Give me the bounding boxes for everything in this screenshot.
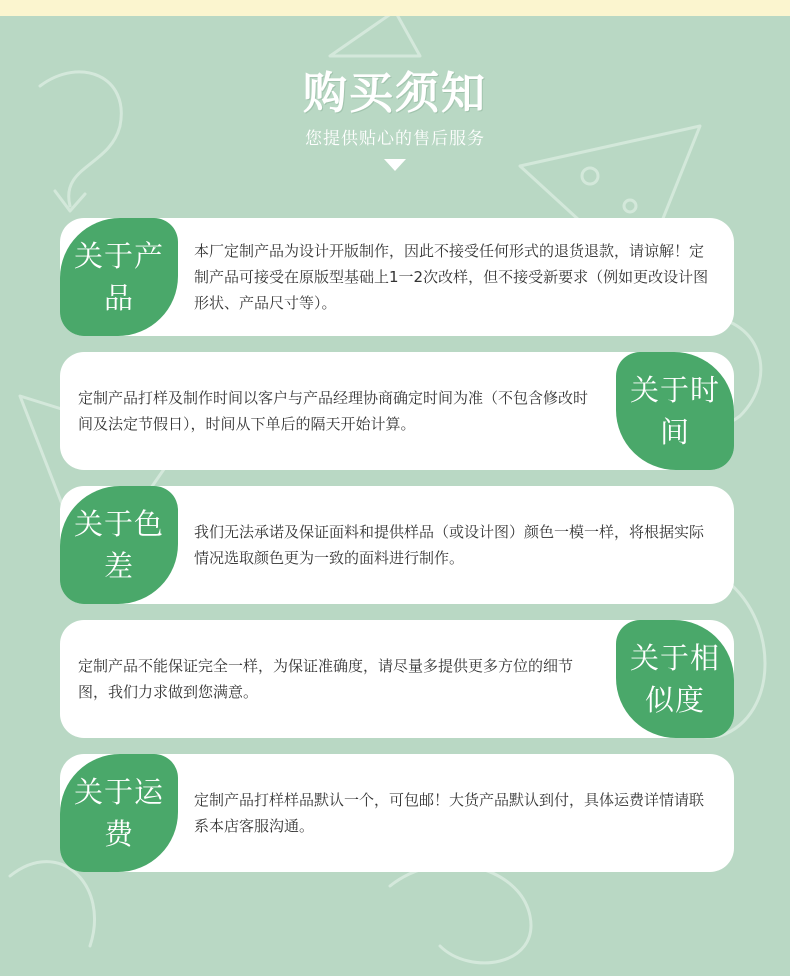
section-badge <box>60 218 178 336</box>
info-card-similarity <box>60 620 734 738</box>
section-text <box>194 218 716 336</box>
section-badge <box>616 352 734 470</box>
info-card-color <box>60 486 734 604</box>
doodle-dot <box>624 200 636 212</box>
section-badge <box>60 754 178 872</box>
page-subtitle: 您提供贴心的售后服务 <box>305 129 485 149</box>
section-text <box>78 352 600 470</box>
doodle-blob-bottom <box>390 865 531 963</box>
section-badge-label: 关于相似度 <box>629 641 720 717</box>
section-text-content: 我们无法承诺及保证面料和提供样品（或设计图）颜色一模一样，将根据实际情况选取颜色更为一致的面料进行制作。 <box>194 523 705 567</box>
section-text-content: 定制产品打样样品默认一个，可包邮！大货产品默认到付，具体运费详情请联系本店客服沟通。 <box>194 791 705 835</box>
section-badge <box>60 486 178 604</box>
section-text-content: 本厂定制产品为设计开版制作，因此不接受任何形式的退货退款，请谅解！定制产品可接受在原版型基础上1一2次改样，但不接受新要求（例如更改设计图形状、产品尺寸等）。 <box>194 242 709 312</box>
section-text <box>78 620 600 738</box>
section-text-content: 定制产品不能保证完全一样，为保证准确度，请尽量多提供更多方位的细节图，我们力求做到您满意。 <box>78 657 574 701</box>
down-arrow-icon <box>384 159 406 171</box>
section-badge <box>616 620 734 738</box>
top-strip <box>0 0 790 16</box>
section-badge-label: 关于运费 <box>74 775 165 851</box>
header <box>0 66 790 171</box>
info-card-time <box>60 352 734 470</box>
section-badge-label: 关于时间 <box>630 373 721 449</box>
section-badge-label: 关于产品 <box>74 239 165 315</box>
doodle-arrow-left <box>55 191 85 211</box>
section-text-content: 定制产品打样及制作时间以客户与产品经理协商确定时间为准（不包含修改时间及法定节假日），时间从下单后的隔天开始计算。 <box>78 389 589 433</box>
info-card-shipping <box>60 754 734 872</box>
section-badge-label: 关于色差 <box>74 507 165 583</box>
info-card-product <box>60 218 734 336</box>
page-title: 购买须知 <box>303 68 487 119</box>
section-text <box>194 754 716 872</box>
section-text <box>194 486 716 604</box>
doodle-curve-bottom-left <box>10 862 95 946</box>
doodle-hat-top <box>330 16 420 56</box>
